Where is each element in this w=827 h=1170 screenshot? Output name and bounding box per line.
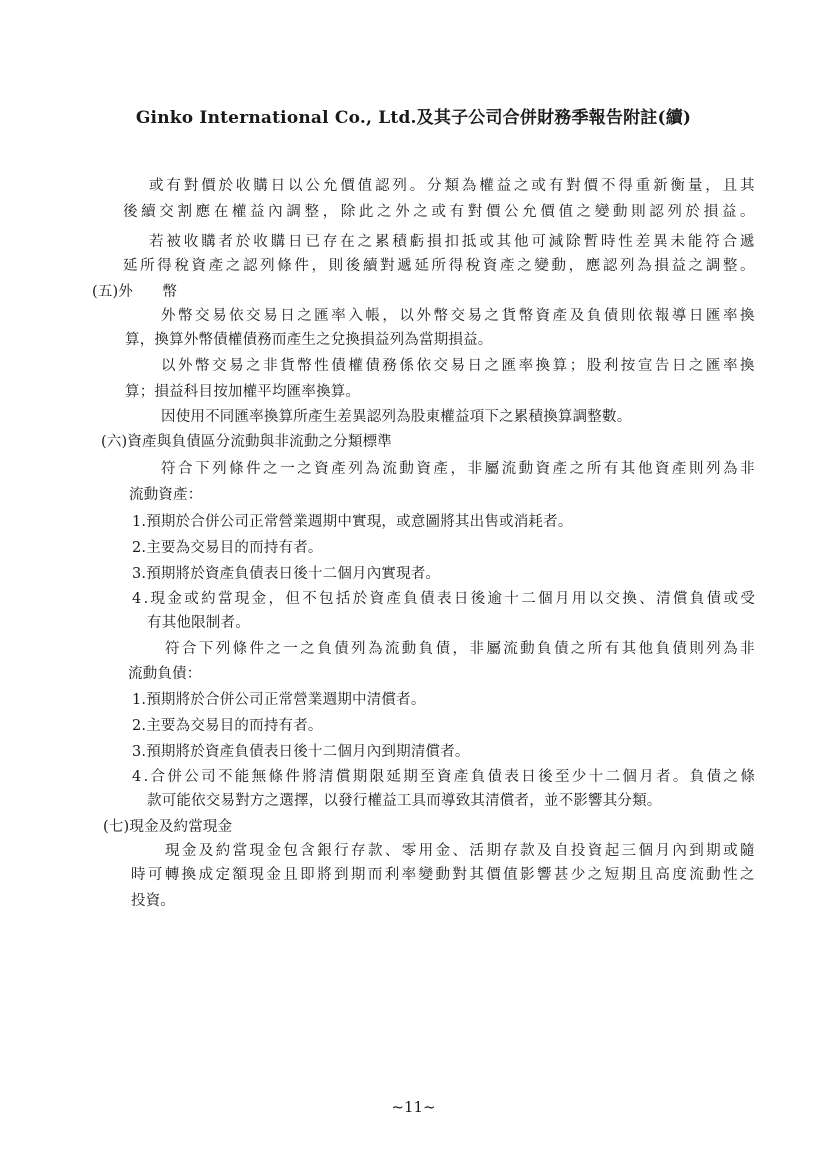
section-heading: (五)外 幣 [92, 284, 178, 300]
paragraph-line: 後續交割應在權益內調整，除此之外之或有對價公允價值之變動則認列於損益。 [123, 204, 759, 220]
paragraph-line: 延所得稅資產之認列條件，則後續對遞延所得稅資產之變動，應認列為損益之調整。 [123, 258, 758, 274]
paragraph-line: 時可轉換成定額現金且即將到期而利率變動對其價值影響甚少之短期且高度流動性之 [131, 867, 757, 883]
paragraph-line: 流動負債： [128, 666, 202, 682]
list-item: 2.主要為交易目的而持有者。 [132, 718, 323, 734]
paragraph-line: 投資。 [131, 893, 176, 909]
list-item: 3.預期將於資產負債表日後十二個月內實現者。 [132, 566, 441, 582]
list-item-continuation: 有其他限制者。 [147, 615, 250, 631]
paragraph-line: 流動資產： [129, 487, 203, 503]
list-item-continuation: 款可能依交易對方之選擇，以發行權益工具而導致其清償者，並不影響其分類。 [147, 793, 662, 809]
paragraph-line: 算；損益科目按加權平均匯率換算。 [125, 384, 361, 400]
list-item: 4.現金或約當現金，但不包括於資產負債表日後逾十二個月用以交換、清償負債或受 [132, 591, 758, 607]
paragraph-line: 現金及約當現金包含銀行存款、零用金、活期存款及自投資起三個月內到期或隨 [165, 843, 757, 859]
paragraph-line: 若被收購者於收購日已存在之累積虧損扣抵或其他可減除暫時性差異未能符合遞 [149, 234, 758, 250]
paragraph-line: 符合下列條件之一之資產列為流動資產，非屬流動資產之所有其他資產則列為非 [161, 461, 758, 477]
paragraph-line: 或有對價於收購日以公允價值認列。分類為權益之或有對價不得重新衡量，且其 [149, 178, 758, 194]
page-number: ~11~ [391, 1098, 436, 1116]
list-item: 4.合併公司不能無條件將清償期限延期至資產負債表日後至少十二個月者。負債之條 [132, 769, 758, 785]
paragraph-line: 因使用不同匯率換算所產生差異認列為股東權益項下之累積換算調整數。 [161, 409, 632, 425]
section-heading: (七)現金及約當現金 [103, 819, 233, 835]
list-item: 1.預期將於合併公司正常營業週期中清償者。 [132, 692, 426, 708]
paragraph-line: 以外幣交易之非貨幣性債權債務係依交易日之匯率換算；股利按宣告日之匯率換 [161, 358, 758, 374]
paragraph-line: 符合下列條件之一之負債列為流動負債，非屬流動負債之所有其他負債則列為非 [165, 641, 757, 657]
section-heading: (六)資產與負債區分流動與非流動之分類標準 [101, 434, 393, 450]
list-item: 2.主要為交易目的而持有者。 [132, 540, 323, 556]
list-item: 3.預期將於資產負債表日後十二個月內到期清償者。 [132, 744, 470, 760]
page-header: Ginko International Co., Ltd.及其子公司合併財務季報告附註(續) [135, 108, 692, 128]
paragraph-line: 外幣交易依交易日之匯率入帳，以外幣交易之貨幣資產及負債則依報導日匯率換 [161, 308, 758, 324]
list-item: 1.預期於合併公司正常營業週期中實現，或意圖將其出售或消耗者。 [132, 514, 573, 530]
paragraph-line: 算，換算外幣債權債務而產生之兌換損益列為當期損益。 [125, 332, 493, 348]
